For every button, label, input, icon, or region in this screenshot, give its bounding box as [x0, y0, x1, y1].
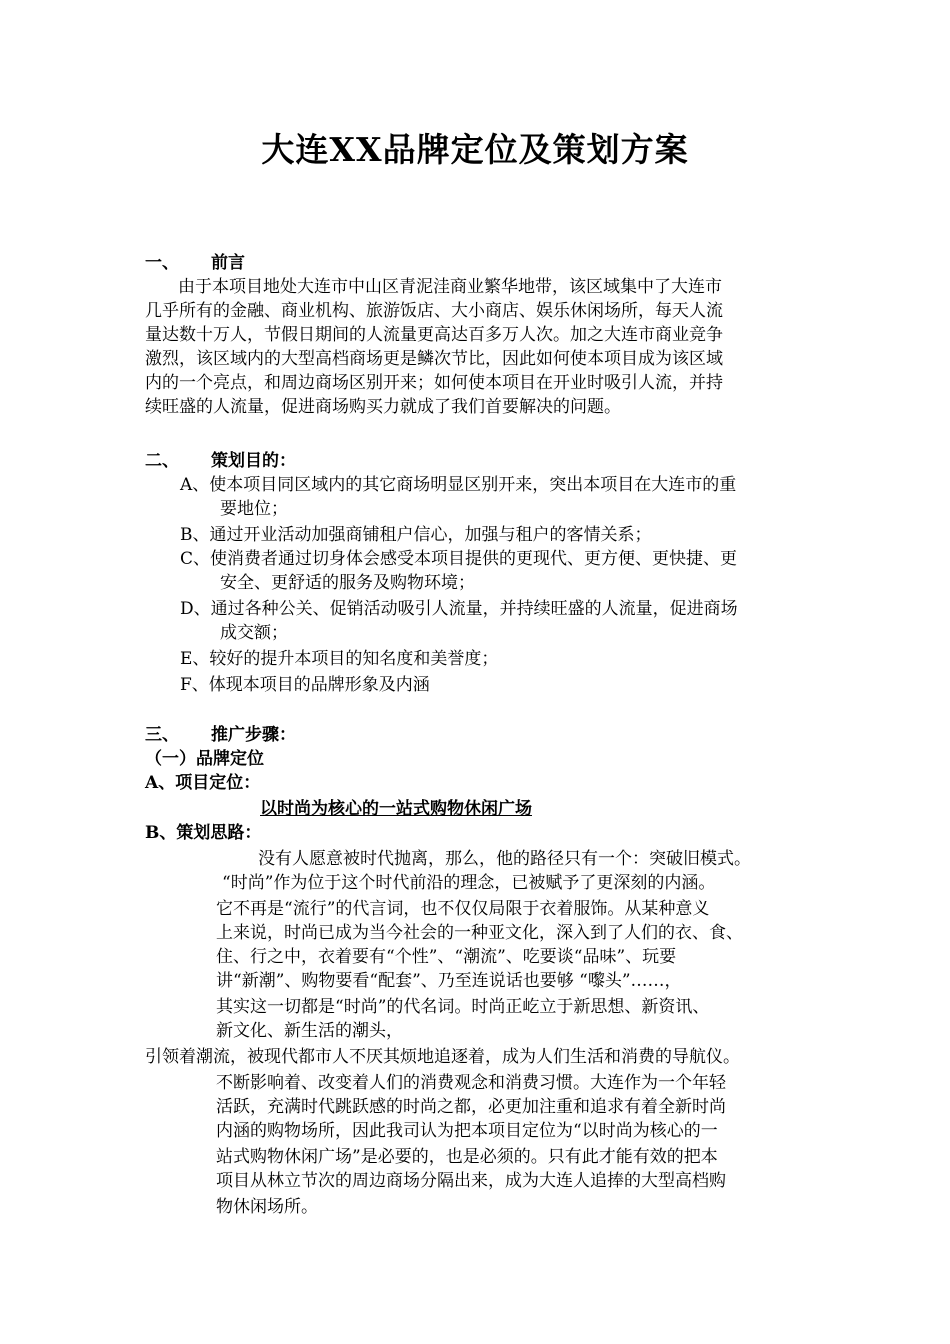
paragraph-line: 活跃，充满时代跳跃感的时尚之都，必更加注重和追求有着全新时尚: [216, 1097, 726, 1117]
paragraph-line: 内的一个亮点，和周边商场区别开来；如何使本项目在开业时吸引人流，并持: [145, 373, 723, 393]
subheading-planning-idea: B、策划思路：: [145, 823, 262, 843]
paragraph-line: 住、行之中，衣着要有“个性”、“潮流”、吃要谈“品味”、玩要: [216, 947, 677, 967]
list-item: 安全、更舒适的服务及购物环境；: [220, 573, 475, 593]
document-title: 大连XX品牌定位及策划方案: [261, 130, 689, 169]
paragraph-line: 内涵的购物场所，因此我司认为把本项目定位为“以时尚为核心的一: [216, 1121, 718, 1141]
section-2-heading: [145, 450, 296, 472]
list-item: 成交额；: [220, 623, 288, 643]
paragraph-line: 没有人愿意被时代抛离，那么，他的路径只有一个：突破旧模式。: [258, 849, 751, 869]
paragraph-line: 不断影响着、改变着人们的消费观念和消费习惯。大连作为一个年轻: [216, 1073, 726, 1093]
paragraph-line: 激烈，该区域内的大型高档商场更是鳞次节比，因此如何使本项目成为该区域: [145, 349, 723, 369]
paragraph-line: 物休闲场所。: [216, 1197, 318, 1217]
section-3-number: 三、: [145, 725, 179, 745]
paragraph-line: 它不再是“流行”的代言词，也不仅仅局限于衣着服饰。从某种意义: [216, 899, 710, 919]
positioning-statement: 以时尚为核心的一站式购物休闲广场: [260, 799, 532, 819]
paragraph-line: 上来说，时尚已成为当今社会的一种亚文化，深入到了人们的衣、食、: [216, 923, 743, 943]
subheading-project-positioning: A、项目定位：: [145, 773, 261, 793]
paragraph-line: 站式购物休闲广场”是必要的，也是必须的。只有此才能有效的把本: [216, 1147, 718, 1167]
paragraph-line: 几乎所有的金融、商业机构、旅游饭店、大小商店、娱乐休闲场所，每天人流: [145, 301, 723, 321]
paragraph-line: 其实这一切都是“时尚”的代名词。时尚正屹立于新思想、新资讯、: [216, 997, 710, 1017]
paragraph-line: 讲“新潮”、购物要看“配套”、乃至连说话也要够 “嚟头”……，: [216, 971, 682, 991]
paragraph-line: 由于本项目地处大连市中山区青泥洼商业繁华地带，该区域集中了大连市: [178, 277, 722, 297]
list-item: D、通过各种公关、促销活动吸引人流量，并持续旺盛的人流量，促进商场: [180, 599, 738, 619]
section-1-heading: [145, 252, 245, 274]
paragraph-line: “时尚”作为位于这个时代前沿的理念，已被赋予了更深刻的内涵。: [222, 873, 716, 893]
subheading-brand-positioning: （一）品牌定位: [145, 749, 264, 769]
paragraph-line: 项目从林立节次的周边商场分隔出来，成为大连人追捧的大型高档购: [216, 1171, 726, 1191]
section-2-number: 二、: [145, 451, 179, 471]
section-2-title: 策划目的：: [211, 451, 296, 471]
section-1-number: 一、: [145, 253, 179, 273]
paragraph-line: 新文化、新生活的潮头，: [216, 1021, 403, 1041]
list-item: F、体现本项目的品牌形象及内涵: [180, 675, 430, 695]
section-3-heading: [145, 724, 296, 746]
paragraph-line: 量达数十万人，节假日期间的人流量更高达百多万人次。加之大连市商业竞争: [145, 325, 723, 345]
list-item: A、使本项目同区域内的其它商场明显区别开来，突出本项目在大连市的重: [180, 475, 737, 495]
list-item: C、使消费者通过切身体会感受本项目提供的更现代、更方便、更快捷、更: [180, 549, 738, 569]
section-3-title: 推广步骤：: [211, 725, 296, 745]
section-1-title: 前言: [211, 253, 245, 273]
list-item: 要地位；: [220, 499, 288, 519]
paragraph-line: 续旺盛的人流量，促进商场购买力就成了我们首要解决的问题。: [145, 397, 621, 417]
list-item: B、通过开业活动加强商铺租户信心，加强与租户的客情关系；: [180, 525, 652, 545]
list-item: E、较好的提升本项目的知名度和美誉度；: [180, 649, 499, 669]
paragraph-line: 引领着潮流，被现代都市人不厌其烦地追逐着，成为人们生活和消费的导航仪。: [145, 1047, 740, 1067]
